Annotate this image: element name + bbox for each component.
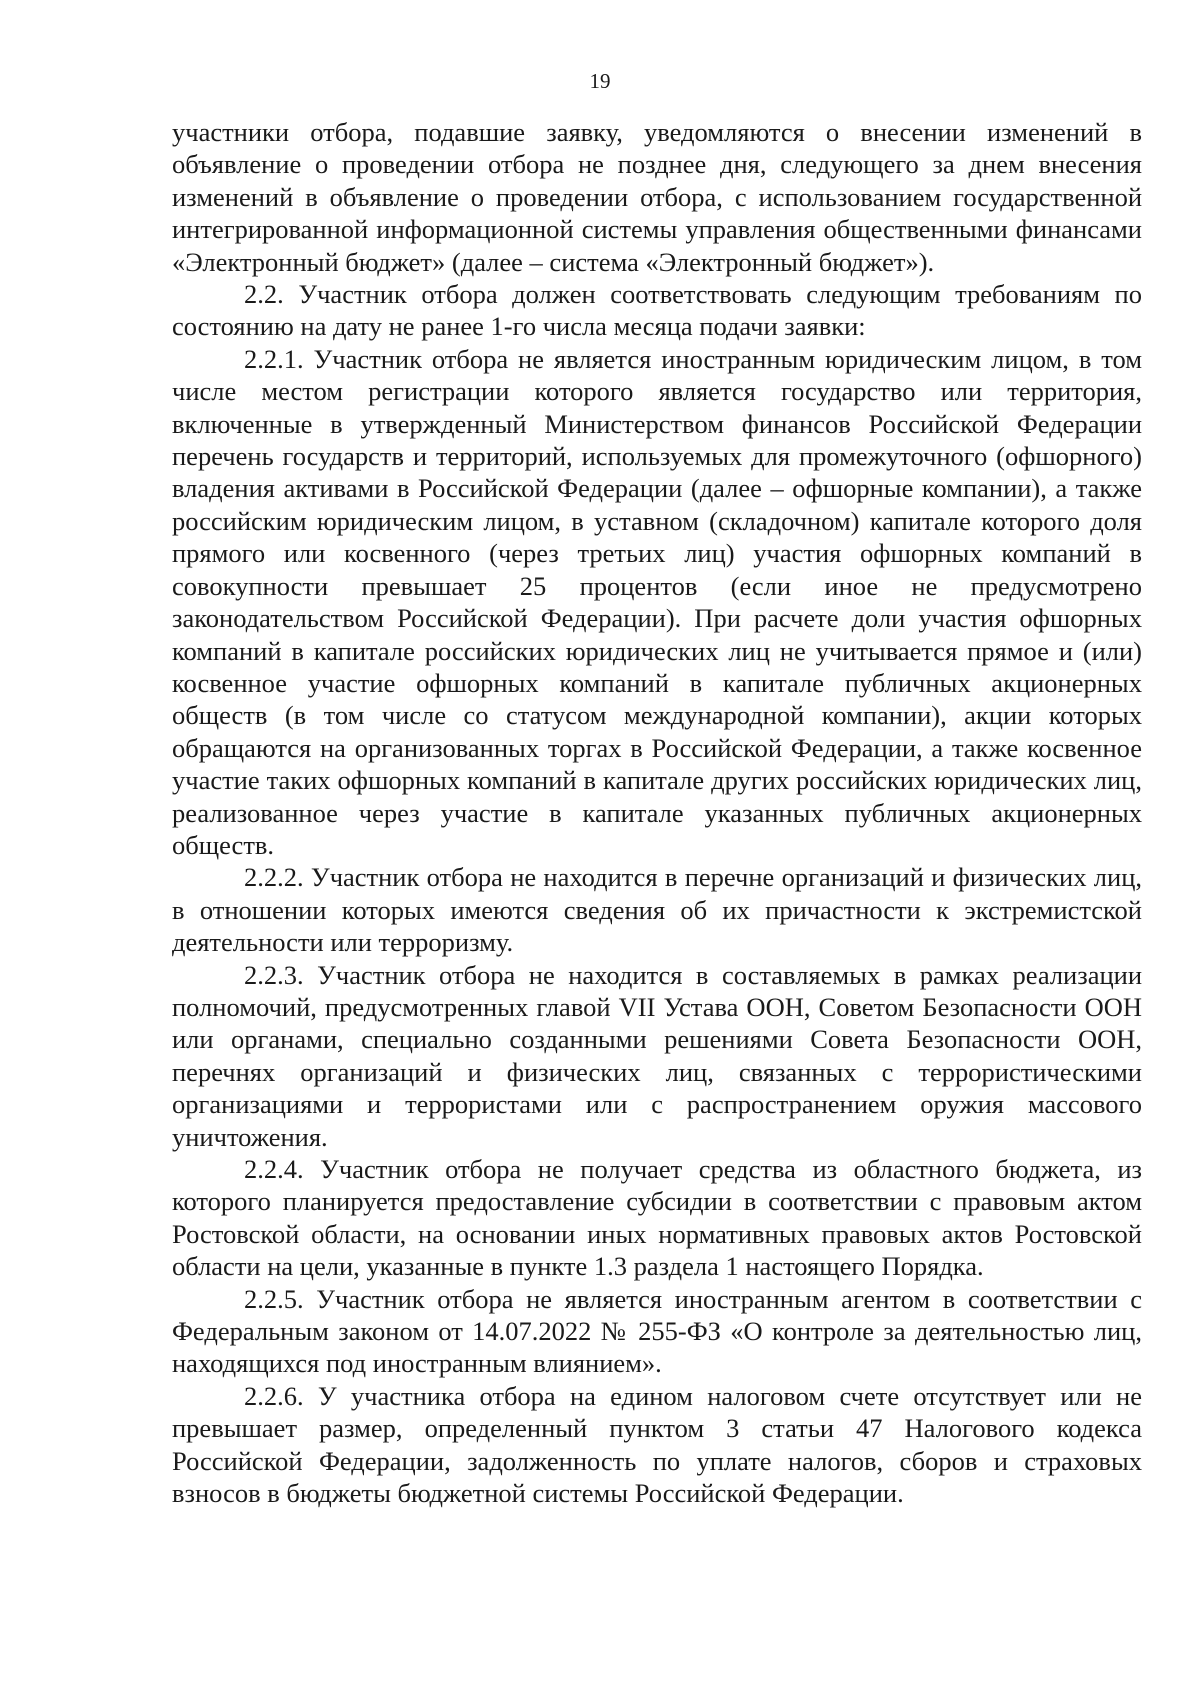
paragraph-2-2-2: 2.2.2. Участник отбора не находится в перечне организаций и физических лиц, в отношении которых имеются сведения об их причастности к экстремистской деятельности или терроризму. (172, 862, 1142, 958)
paragraph-2-2: 2.2. Участник отбора должен соответствовать следующим требованиям по состоянию на дату не ранее 1-го числа месяца подачи заявки: (172, 279, 1142, 342)
paragraph-2-2-6: 2.2.6. У участника отбора на едином налоговом счете отсутствует или не превышает размер, определенный пунктом 3 статьи 47 Налогового кодекса Российской Федерации, задолженность по уплате налогов, сборов и страховых взносов в бюджеты бюджетной системы Российской Федерации. (172, 1380, 1142, 1509)
page-number: 19 (589, 69, 611, 93)
paragraph-continuation: участники отбора, подавшие заявку, уведомляются о внесении изменений в объявление о проведении отбора не позднее дня, следующего за днем внесения изменений в объявление о проведении отбора, с использованием государственной интегрированной информационной системы управления общественными финансами «Электронный бюджет» (далее – система «Электронный бюджет»). (172, 117, 1142, 277)
paragraph-2-2-5: 2.2.5. Участник отбора не является иностранным агентом в соответствии с Федеральным законом от 14.07.2022 № 255-ФЗ «О контроле за деятельностью лиц, находящихся под иностранным влиянием». (172, 1283, 1142, 1379)
document-body (172, 116, 1142, 1509)
paragraph-2-2-1: 2.2.1. Участник отбора не является иностранным юридическим лицом, в том числе местом регистрации которого является государство или территория, включенные в утвержденный Министерством финансов Российской Федерации перечень государств и территорий, используемых для промежуточного (офшорного) владения активами в Российской Федерации (далее – офшорные компании), а также российским юридическим лицом, в уставном (складочном) капитале которого доля прямого или косвенного (через третьих лиц) участия офшорных компаний в совокупности превышает 25 процентов (если иное не предусмотрено законодательством Российской Федерации). При расчете доли участия офшорных компаний в капитале российских юридических лиц не учитывается прямое и (или) косвенное участие офшорных компаний в капитале публичных акционерных обществ (в том числе со статусом международной компании), акции которых обращаются на организованных торгах в Российской Федерации, а также косвенное участие таких офшорных компаний в капитале других российских юридических лиц, реализованное через участие в капитале указанных публичных акционерных обществ. (172, 343, 1142, 860)
paragraph-2-2-3: 2.2.3. Участник отбора не находится в составляемых в рамках реализации полномочий, предусмотренных главой VII Устава ООН, Советом Безопасности ООН или органами, специально созданными решениями Совета Безопасности ООН, перечнях организаций и физических лиц, связанных с террористическими организациями и террористами или с распространением оружия массового уничтожения. (172, 959, 1142, 1152)
paragraph-2-2-4: 2.2.4. Участник отбора не получает средства из областного бюджета, из которого планируется предоставление субсидии в соответствии с правовым актом Ростовской области, на основании иных нормативных правовых актов Ростовской области на цели, указанные в пункте 1.3 раздела 1 настоящего Порядка. (172, 1154, 1142, 1282)
